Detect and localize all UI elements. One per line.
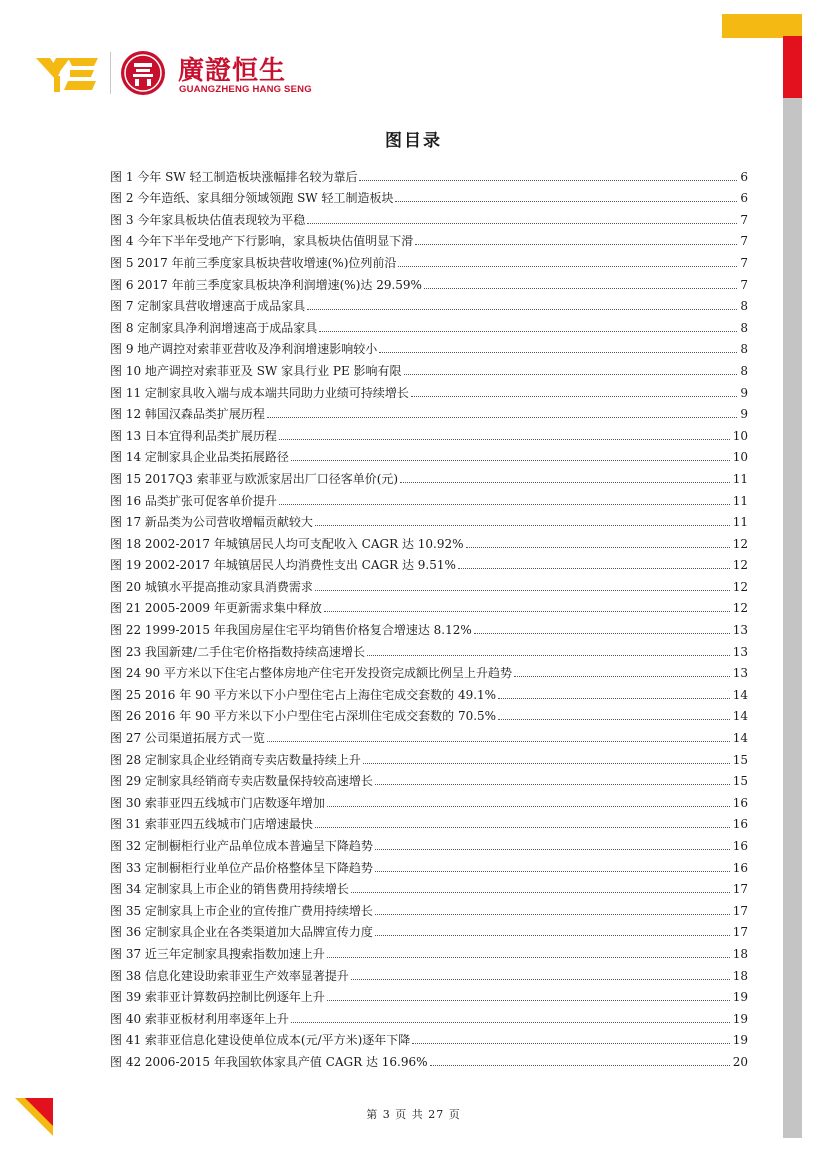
toc-entry-label: 图 13 日本宜得利品类扩展历程 [110,428,277,443]
toc-entry-page: 19 [732,1011,748,1026]
toc-entry-page: 7 [740,277,748,292]
toc-dot-leader [327,805,730,807]
toc-entry[interactable] [110,378,748,400]
toc-entry-label: 图 28 定制家具企业经销商专卖店数量持续上升 [110,752,361,767]
toc-dot-leader [327,956,730,958]
toc-entry-label: 图 18 2002-2017 年城镇居民人均可支配收入 CAGR 达 10.92% [110,536,464,551]
toc-entry-page: 18 [732,946,748,961]
toc-entry-page: 13 [732,644,748,659]
toc-entry-page: 18 [732,968,748,983]
toc-entry[interactable] [110,702,748,724]
toc-dot-leader [359,179,737,181]
toc-entry-page: 6 [740,169,748,184]
toc-dot-leader [498,697,730,699]
toc-entry-page: 11 [732,493,748,508]
toc-entry-page: 12 [732,558,748,573]
toc-entry-label: 图 5 2017 年前三季度家具板块营收增速(%)位列前沿 [110,255,397,270]
toc-dot-leader [324,610,730,612]
toc-entry-page: 8 [740,342,748,357]
toc-entry-page: 8 [740,299,748,314]
toc-entry-page: 7 [740,212,748,227]
toc-dot-leader [315,524,730,526]
toc-dot-leader [474,632,730,634]
toc-entry-page: 16 [732,817,748,832]
toc-dot-leader [327,999,730,1001]
toc-entry[interactable] [110,767,748,789]
toc-dot-leader [430,1064,730,1066]
corner-tab-decoration [722,14,802,38]
toc-entry[interactable] [110,443,748,465]
toc-entry-page: 6 [740,191,748,206]
toc-entry-page: 12 [732,579,748,594]
toc-entry-label: 图 12 韩国汉森品类扩展历程 [110,407,265,422]
toc-entry-label: 图 4 今年下半年受地产下行影响，家具板块估值明显下滑 [110,234,414,249]
toc-entry-label: 图 42 2006-2015 年我国软体家具产值 CAGR 达 16.96% [110,1054,428,1069]
toc-entry[interactable] [110,615,748,637]
toc-entry-label: 图 24 90 平方米以下住宅占整体房地产住宅开发投资完成额比例呈上升趋势 [110,666,512,681]
toc-dot-leader [319,330,737,332]
toc-entry-label: 图 21 2005-2009 年更新需求集中释放 [110,601,322,616]
toc-entry[interactable] [110,659,748,681]
toc-dot-leader [458,567,730,569]
toc-entry[interactable] [110,594,748,616]
toc-entry[interactable] [110,551,748,573]
toc-entry[interactable] [110,529,748,551]
toc-entry-label: 图 15 2017Q3 索菲亚与欧派家居出厂口径客单价(元) [110,471,399,486]
toc-entry[interactable] [110,1047,748,1069]
toc-entry[interactable] [110,335,748,357]
toc-entry-label: 图 33 定制橱柜行业单位产品价格整体呈下降趋势 [110,860,373,875]
toc-entry-label: 图 26 2016 年 90 平方米以下小户型住宅占深圳住宅成交套数的 70.5% [110,709,497,724]
toc-dot-leader [307,308,737,310]
toc-dot-leader [375,783,730,785]
toc-dot-leader [375,913,730,915]
toc-entry-label: 图 39 索菲亚计算数码控制比例逐年上升 [110,990,325,1005]
toc-entry[interactable] [110,896,748,918]
toc-entry[interactable] [110,313,748,335]
toc-entry-label: 图 30 索菲亚四五线城市门店数逐年增加 [110,795,325,810]
toc-entry-label: 图 20 城镇水平提高推动家具消费需求 [110,579,313,594]
toc-entry-page: 19 [732,990,748,1005]
toc-entry[interactable] [110,508,748,530]
toc-dot-leader [400,481,730,483]
toc-entry-label: 图 23 我国新建/二手住宅价格指数持续高速增长 [110,644,365,659]
toc-entry[interactable] [110,270,748,292]
toc-entry[interactable] [110,400,748,422]
toc-dot-leader [315,826,730,828]
toc-entry-page: 7 [740,234,748,249]
toc-dot-leader [375,870,730,872]
toc-entry-label: 图 25 2016 年 90 平方米以下小户型住宅占上海住宅成交套数的 49.1% [110,687,497,702]
toc-entry[interactable] [110,680,748,702]
toc-entry[interactable] [110,939,748,961]
toc-entry[interactable] [110,292,748,314]
brand-name-cn: 廣證恒生 [178,56,287,86]
toc-entry-label: 图 3 今年家具板块估值表现较为平稳 [110,212,306,227]
toc-entry-label: 图 10 地产调控对索菲亚及 SW 家具行业 PE 影响有限 [110,363,402,378]
toc-dot-leader [514,675,730,677]
toc-dot-leader [351,978,730,980]
toc-dot-leader [267,416,737,418]
toc-dot-leader [398,265,737,267]
toc-dot-leader [424,287,737,289]
toc-entry[interactable] [110,745,748,767]
toc-dot-leader [379,351,737,353]
toc-entry-label: 图 27 公司渠道拓展方式一览 [110,731,265,746]
toc-entry[interactable] [110,464,748,486]
toc-entry-label: 图 14 定制家具企业品类拓展路径 [110,450,289,465]
toc-entry[interactable] [110,831,748,853]
toc-entry[interactable] [110,486,748,508]
toc-entry[interactable] [110,723,748,745]
toc-entry-label: 图 8 定制家具净利润增速高于成品家具 [110,320,318,335]
toc-entry[interactable] [110,961,748,983]
toc-entry-page: 9 [740,407,748,422]
toc-entry-page: 16 [732,795,748,810]
toc-entry-label: 图 7 定制家具营收增速高于成品家具 [110,299,306,314]
toc-entry-page: 12 [732,601,748,616]
toc-dot-leader [307,222,737,224]
toc-entry[interactable] [110,788,748,810]
toc-dot-leader [291,1021,730,1023]
toc-entry-label: 图 22 1999-2015 年我国房屋住宅平均销售价格复合增速达 8.12% [110,623,472,638]
toc-entry[interactable] [110,572,748,594]
toc-entry-page: 16 [732,839,748,853]
toc-entry[interactable] [110,205,748,227]
toc-entry[interactable] [110,853,748,875]
toc-entry-page: 15 [732,774,748,789]
red-bar-decoration [783,36,802,98]
toc-entry-label: 图 1 今年 SW 轻工制造板块涨幅排名较为靠后 [110,169,358,184]
toc-entry[interactable] [110,356,748,378]
toc-entry[interactable] [110,1026,748,1048]
toc-entry[interactable] [110,248,748,270]
toc-entry[interactable] [110,1004,748,1026]
toc-dot-leader [279,438,730,440]
toc-entry-label: 图 37 近三年定制家具搜索指数加速上升 [110,946,325,961]
logo-divider [110,52,111,94]
toc-dot-leader [367,654,730,656]
toc-entry-label: 图 6 2017 年前三季度家具板块净利润增速(%)达 29.59% [110,277,422,292]
toc-entry-page: 16 [732,860,748,875]
toc-entry-page: 8 [740,320,748,335]
toc-entry-page: 10 [732,428,748,443]
toc-entry-label: 图 16 品类扩张可促客单价提升 [110,493,277,508]
toc-entry-page: 19 [732,1033,748,1048]
page-number: 第 3 页 共 27 页 [366,1108,461,1121]
toc-dot-leader [395,200,737,202]
toc-dot-leader [412,1042,729,1044]
toc-entry[interactable] [110,875,748,897]
toc-entry-label: 图 35 定制家具上市企业的宣传推广费用持续增长 [110,903,373,918]
toc-entry-label: 图 38 信息化建设助索菲亚生产效率显著提升 [110,968,349,983]
toc-entry-page: 17 [732,903,748,918]
toc-entry[interactable] [110,637,748,659]
toc-entry[interactable] [110,421,748,443]
toc-dot-leader [415,243,737,245]
toc-entry-label: 图 17 新品类为公司营收增幅贡献较大 [110,515,313,530]
toc-entry[interactable] [110,918,748,940]
toc-dot-leader [279,503,730,505]
toc-entry-page: 17 [732,882,748,897]
toc-dot-leader [363,762,730,764]
toc-entry-label: 图 11 定制家具收入端与成本端共同助力业绩可持续增长 [110,385,409,400]
toc-entry-label: 图 9 地产调控对索菲亚营收及净利润增速影响较小 [110,342,378,357]
brand-name-en: GUANGZHENG HANG SENG [179,84,312,95]
toc-entry-label: 图 31 索菲亚四五线城市门店增速最快 [110,817,313,832]
toc-entry-label: 图 40 索菲亚板材利用率逐年上升 [110,1011,289,1026]
toc-entry-page: 11 [732,515,748,530]
toc-dot-leader [267,740,730,742]
toc-entry-label: 图 29 定制家具经销商专卖店数量保持较高速增长 [110,774,373,789]
toc-entry-label: 图 36 定制家具企业在各类渠道加大品牌宣传力度 [110,925,373,940]
toc-entry-page: 20 [732,1054,748,1069]
toc-entry-page: 9 [740,385,748,400]
toc-dot-leader [498,718,730,720]
toc-entry-page: 10 [732,450,748,465]
toc-entry[interactable] [110,162,748,184]
toc-entry-page: 17 [732,925,748,940]
toc-entry[interactable] [110,227,748,249]
toc-dot-leader [291,459,730,461]
toc-dot-leader [315,589,730,591]
toc-entry[interactable] [110,184,748,206]
toc-entry[interactable] [110,983,748,1005]
toc-entry-label: 图 2 今年造纸、家具细分领域领跑 SW 轻工制造板块 [110,191,394,206]
brand-seal-icon [120,50,166,96]
figure-index-list [110,162,748,1069]
toc-entry-page: 13 [732,666,748,681]
gray-bar-decoration [783,98,802,1138]
toc-entry-page: 14 [732,731,748,746]
toc-dot-leader [466,546,730,548]
toc-entry-label: 图 34 定制家具上市企业的销售费用持续增长 [110,882,349,897]
toc-entry-label: 图 41 索菲亚信息化建设使单位成本(元/平方米)逐年下降 [110,1033,411,1048]
toc-entry-page: 8 [740,363,748,378]
toc-dot-leader [375,848,730,850]
ye-logo-icon [36,52,102,96]
toc-entry-page: 13 [732,623,748,638]
toc-dot-leader [351,891,730,893]
page-title: 图目录 [385,131,442,151]
toc-dot-leader [411,395,737,397]
toc-entry-page: 7 [740,255,748,270]
toc-entry-page: 15 [732,752,748,767]
toc-entry-label: 图 32 定制橱柜行业产品单位成本普遍呈下降趋势 [110,839,373,853]
toc-entry-label: 图 19 2002-2017 年城镇居民人均消费性支出 CAGR 达 9.51% [110,558,456,573]
toc-entry-page: 12 [732,536,748,551]
toc-entry[interactable] [110,810,748,832]
toc-dot-leader [375,934,730,936]
toc-entry-page: 14 [732,687,748,702]
toc-entry-page: 11 [732,471,748,486]
toc-entry-page: 14 [732,709,748,724]
toc-dot-leader [404,373,738,375]
